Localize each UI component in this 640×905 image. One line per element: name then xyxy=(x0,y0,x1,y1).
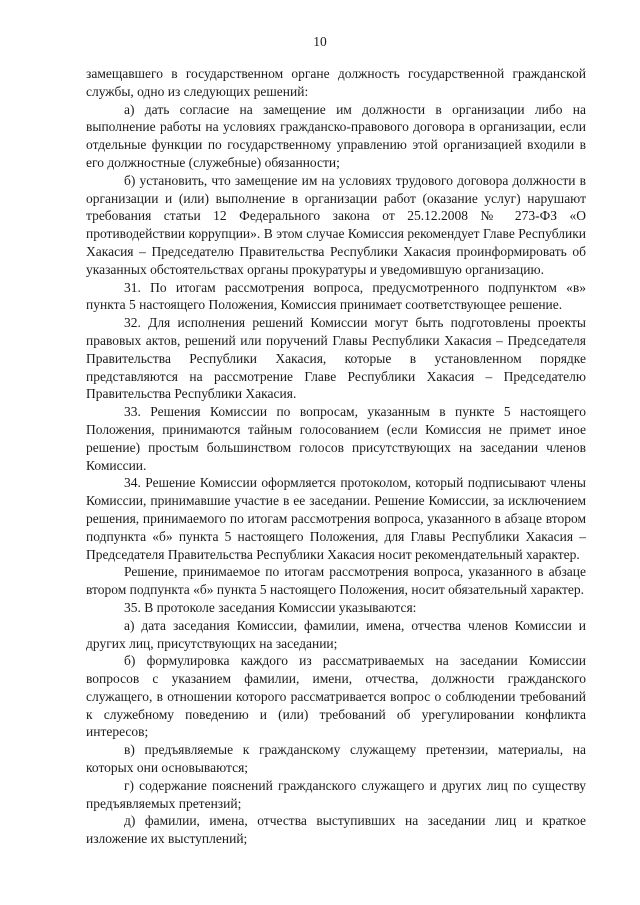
paragraph-continuation: замещавшего в государственном органе должность государственной гражданской службы, одно из следующих решений: xyxy=(86,66,586,99)
paragraph-34: 34. Решение Комиссии оформляется протоколом, который подписывают члены Комиссии, принимавшие участие в ее заседании. Решение Комиссии, за исключением решения, принимаемого по итогам рассмотрения вопроса, указанного в абзаце втором подпункта «б» пункта 5 настоящего Положения, для Главы Республики Хакасия – Председателя Правительства Республики Хакасия носит рекомендательный характер. xyxy=(86,475,586,562)
paragraph-item-a: а) дать согласие на замещение им должности в организации либо на выполнение работы на условиях гражданско-правового договора в организации, если отдельные функции по государственному управлению этой организацией входили в его должностные (служебные) обязанности; xyxy=(86,101,586,170)
paragraph-35-item-a: а) дата заседания Комиссии, фамилии, имена, отчества членов Комиссии и других лиц, присутствующих на заседании; xyxy=(86,617,586,651)
document-body xyxy=(86,65,586,848)
paragraph-35-item-b: б) формулировка каждого из рассматриваемых на заседании Комиссии вопросов с указанием фамилии, имени, отчества, должности гражданского служащего, в отношении которого рассматривается вопрос о соблюдении требований к служебному поведению и (или) требований об урегулировании конфликта интересов; xyxy=(86,653,586,740)
paragraph-34-continued: Решение, принимаемое по итогам рассмотрения вопроса, указанного в абзаце втором подпункта «б» пункта 5 настоящего Положения, носит обязательный характер. xyxy=(86,564,586,598)
paragraph-31: 31. По итогам рассмотрения вопроса, предусмотренного подпунктом «в» пункта 5 настоящего Положения, Комиссия принимает соответствующее решение. xyxy=(86,279,586,313)
page-number: 10 xyxy=(313,34,327,49)
paragraph-35-item-d: д) фамилии, имена, отчества выступивших на заседании лиц и краткое изложение их выступлений; xyxy=(86,813,586,847)
paragraph-33: 33. Решения Комиссии по вопросам, указанным в пункте 5 настоящего Положения, принимаются тайным голосованием (если Комиссия не примет иное решение) простым большинством голосов присутствующих на заседании членов Комиссии. xyxy=(86,404,586,473)
paragraph-35-item-v: в) предъявляемые к гражданскому служащему претензии, материалы, на которых они основываются; xyxy=(86,742,586,776)
paragraph-32: 32. Для исполнения решений Комиссии могут быть подготовлены проекты правовых актов, решений или поручений Главы Республики Хакасия – Председателя Правительства Республики Хакасия, которые в установленном порядке представляются на рассмотрение Главе Республики Хакасия – Председателю Правительства Республики Хакасия. xyxy=(86,315,586,402)
paragraph-item-b: б) установить, что замещение им на условиях трудового договора должности в организации и (или) выполнение в организации работ (оказание услуг) нарушают требования статьи 12 Федерального закона от 25.12.2008 № 273-ФЗ «О противодействии коррупции». В этом случае Комиссия рекомендует Главе Республики Хакасия – Председателю Правительства Республики Хакасия проинформировать об указанных обстоятельствах органы прокуратуры и уведомившую организацию. xyxy=(86,172,586,277)
paragraph-35: 35. В протоколе заседания Комиссии указываются: xyxy=(124,599,417,615)
paragraph-35-item-g: г) содержание пояснений гражданского служащего и других лиц по существу предъявляемых претензий; xyxy=(86,777,586,811)
